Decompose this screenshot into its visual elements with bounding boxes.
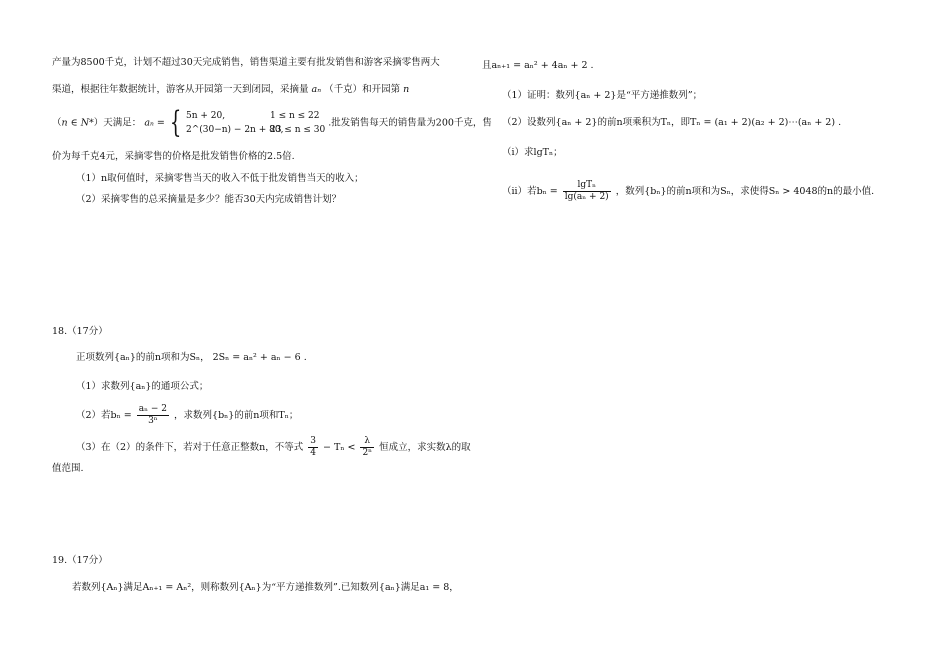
- frac-numerator: aₙ − 2: [138, 404, 167, 414]
- text-segment: − Tₙ <: [323, 442, 356, 453]
- section-heading: 18.（17分）: [52, 326, 108, 337]
- case-expr: 5n + 20,: [185, 111, 226, 121]
- frac-denominator: lg(aₙ + 2): [564, 192, 609, 202]
- text-segment: （千克）和开园第: [324, 84, 401, 95]
- text-line: 且aₙ₊₁ = aₙ² + 4aₙ + 2 .: [482, 60, 594, 71]
- text-line: 价为每千克4元，采摘零售的价格是批发销售价格的2.5倍.: [52, 151, 295, 162]
- frac-denominator: 4: [310, 448, 316, 458]
- brace-symbol: {: [169, 105, 182, 140]
- text-segment: （2）若bₙ =: [76, 410, 132, 421]
- text-segment: （3）在（2）的条件下，若对于任意正整数n，不等式: [76, 442, 304, 453]
- piecewise-cases: [186, 109, 325, 137]
- math-var: n ∈ N*: [61, 117, 94, 129]
- text-segment: ，求数列{bₙ}的前n项和Tₙ；: [174, 410, 299, 421]
- text-segment: 恒成立，求实数λ的取: [379, 442, 471, 453]
- question-line: [502, 180, 874, 203]
- text-segment: 渠道，根据往年数据统计，游客从开园第一天到闭园，采摘量: [52, 84, 309, 95]
- text-line: 若数列{Aₙ}满足Aₙ₊₁ = Aₙ²，则称数列{Aₙ}为“平方递推数列”.已知数列{aₙ}满足a₁ = 8，: [72, 582, 459, 593]
- question-line: [76, 436, 471, 459]
- text-line: [52, 83, 409, 97]
- text-line: [52, 105, 492, 140]
- math-var: aₙ: [311, 84, 322, 95]
- fraction: [137, 404, 169, 427]
- text-segment: ，数列{bₙ}的前n项和为Sₙ，求使得Sₙ > 4048的n的最小值.: [615, 186, 875, 197]
- question-line: （1）证明：数列{aₙ + 2}是“平方递推数列”；: [502, 90, 703, 101]
- question-line: （2）采摘零售的总采摘量是多少？能否30天内完成销售计划？: [76, 194, 342, 205]
- case-cond: 1 ≤ n ≤ 22: [269, 111, 320, 121]
- case-expr: 2^(30−n) − 2n + 80,: [185, 125, 284, 135]
- frac-numerator: 3: [310, 436, 316, 446]
- case-cond: 23 ≤ n ≤ 30: [269, 125, 326, 135]
- fraction: [563, 180, 611, 203]
- text-segment: （: [52, 117, 62, 129]
- question-line: （2）设数列{aₙ + 2}的前n项乘积为Tₙ，即Tₙ = (a₁ + 2)(a₂ + 2)⋯(aₙ + 2) .: [502, 117, 842, 128]
- question-line: （1）求数列{aₙ}的通项公式；: [76, 381, 209, 392]
- text-segment: ）天满足：: [93, 117, 142, 129]
- text-line: 值范围.: [52, 463, 84, 474]
- section-heading: 19.（17分）: [52, 555, 108, 566]
- math-var: n: [403, 84, 410, 95]
- frac-numerator: lgTₙ: [563, 180, 611, 192]
- frac-denominator: 2ⁿ: [362, 448, 373, 458]
- frac-numerator: λ: [360, 436, 374, 448]
- question-line: （i）求lgTₙ；: [502, 147, 563, 158]
- text-line: 正项数列{aₙ}的前n项和为Sₙ， 2Sₙ = aₙ² + aₙ − 6 .: [76, 352, 307, 363]
- fraction: [308, 436, 318, 459]
- math-var: aₙ =: [144, 117, 165, 129]
- fraction: [360, 436, 374, 459]
- question-line: [76, 404, 298, 427]
- text-segment: （ii）若bₙ =: [502, 186, 558, 197]
- text-line: 产量为8500千克，计划不超过30天完成销售，销售渠道主要有批发销售和游客采摘零售两大: [52, 57, 440, 68]
- text-segment: .批发销售每天的销售量为200千克，售: [328, 117, 492, 129]
- frac-denominator: 3ⁿ: [148, 416, 158, 426]
- question-line: （1）n取何值时，采摘零售当天的收入不低于批发销售当天的收入；: [76, 173, 364, 184]
